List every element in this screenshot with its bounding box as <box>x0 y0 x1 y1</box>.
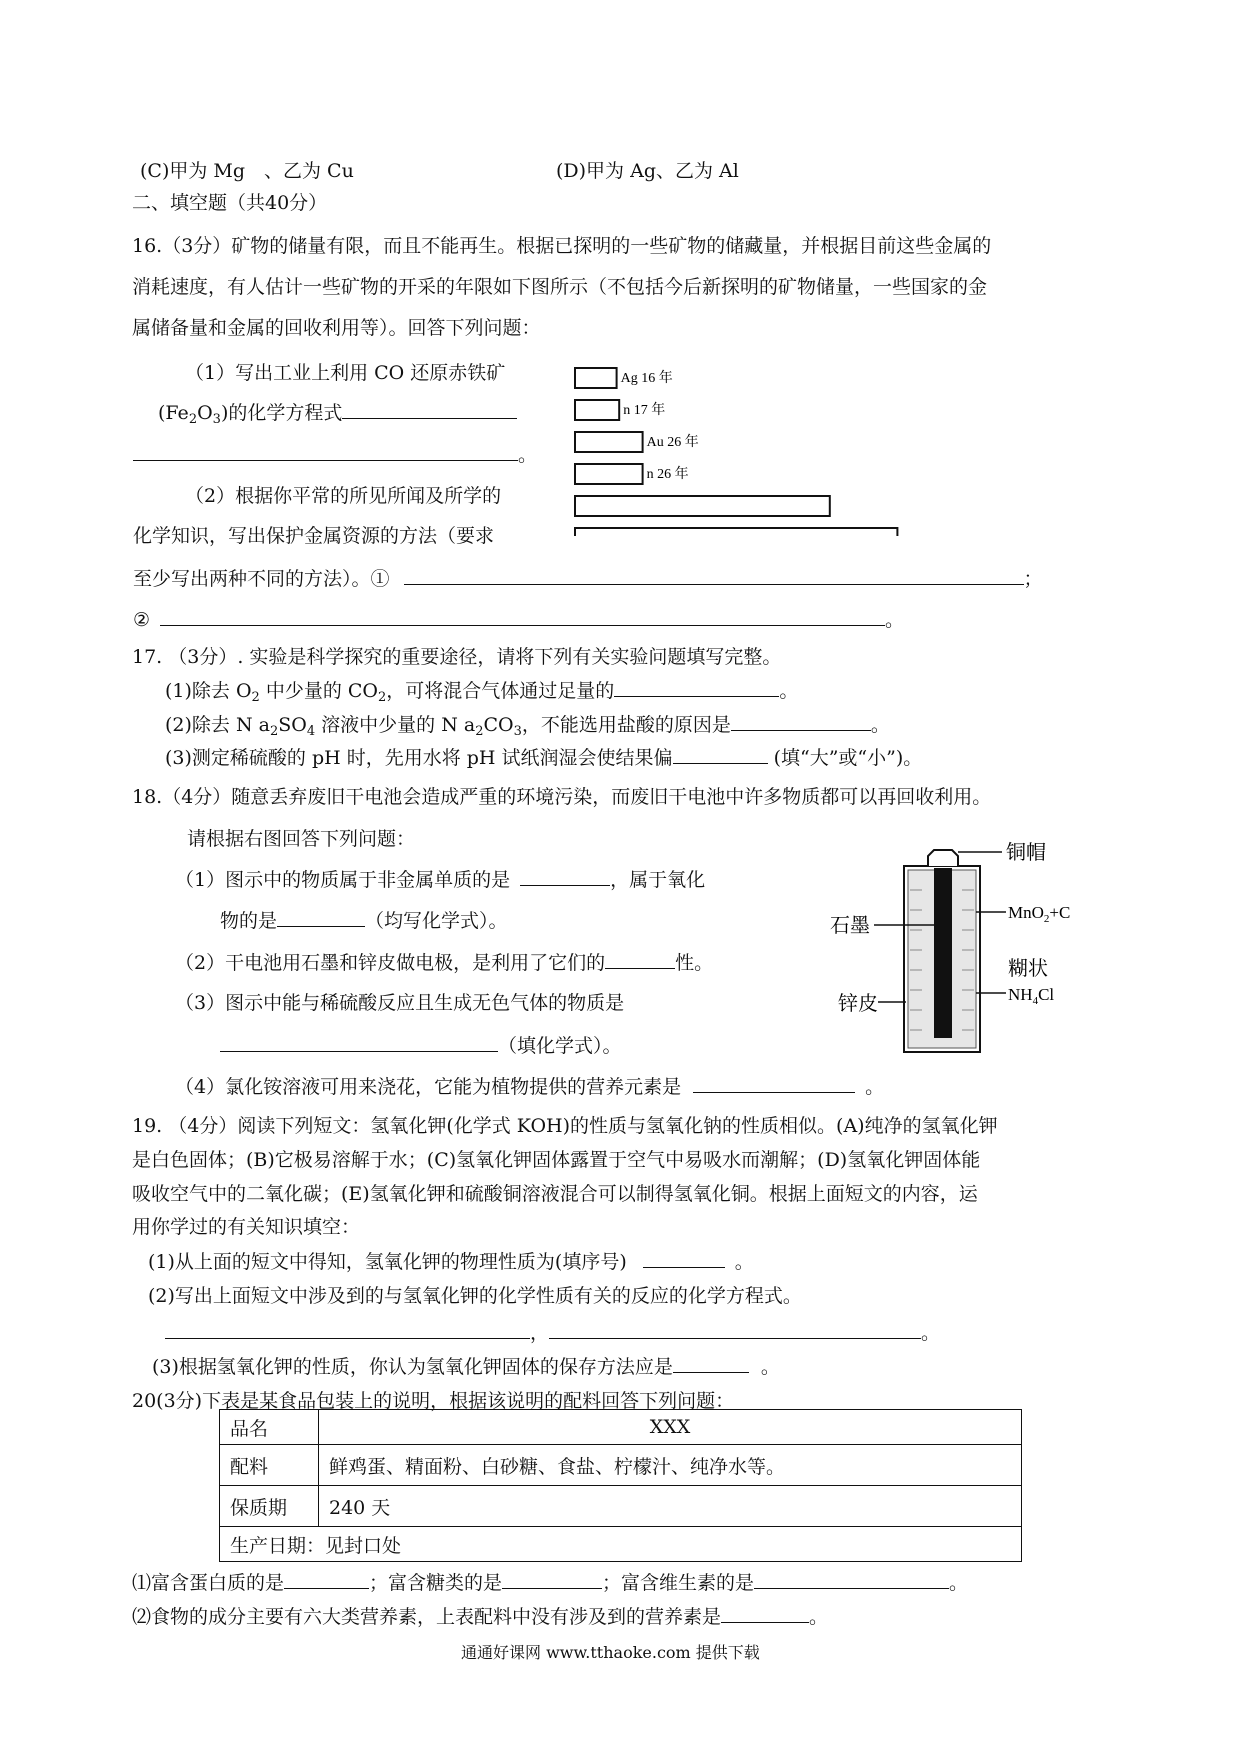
q19-line1: 19. （4分）阅读下列短文：氢氧化钾(化学式 KOH)的性质与氢氧化钠的性质相似。(A)纯净的氢氧化钾 <box>132 1115 998 1137</box>
q16-p1-line: 。 <box>133 440 537 467</box>
chart-bar <box>575 528 897 536</box>
table-cell: 保质期 <box>220 1486 319 1527</box>
table-cell: 配料 <box>220 1445 319 1486</box>
answer-blank[interactable] <box>277 925 365 927</box>
label-paste: 糊状 <box>1008 958 1048 980</box>
chart-bar-label: n 17 年 <box>623 403 666 418</box>
answer-blank[interactable] <box>284 1587 369 1589</box>
answer-blank[interactable] <box>605 967 675 969</box>
table-row <box>220 1486 1022 1527</box>
chart-bar <box>575 368 617 388</box>
chart-bar <box>575 464 643 484</box>
answer-blank[interactable] <box>643 1266 725 1268</box>
answer-blank[interactable] <box>342 417 517 419</box>
label-nh4cl: $NH_4Cl$ <box>1008 985 1055 1007</box>
table-cell: 生产日期：见封口处 <box>220 1527 1022 1562</box>
answer-blank[interactable] <box>549 1337 921 1339</box>
q20-line1: 20(3分)下表是某食品包装上的说明，根据该说明的配料回答下列问题： <box>132 1390 735 1412</box>
q19-s3: (3)根据氢氧化钾的性质，你认为氢氧化钾固体的保存方法应是 。 <box>152 1356 780 1378</box>
answer-blank[interactable] <box>614 695 779 697</box>
mineral-years-chart <box>570 366 920 536</box>
answer-blank[interactable] <box>721 1621 809 1623</box>
label-copper-cap: 铜帽 <box>1006 842 1046 864</box>
q18-line1: 18.（4分）随意丢弃废旧干电池会造成严重的环境污染，而废旧干电池中许多物质都可以再回收利用。 <box>132 786 992 808</box>
table-cell: 240 天 <box>319 1486 1022 1527</box>
table-cell: 品名 <box>220 1410 319 1445</box>
q18-p1: （1）图示中的物质属于非金属单质的是 ，属于氧化 <box>175 869 706 891</box>
chart-bar <box>575 432 643 452</box>
answer-blank[interactable] <box>220 1050 498 1052</box>
answer-blank[interactable] <box>404 583 1024 585</box>
q16-p2-c: 至少写出两种不同的方法）。① ； <box>133 568 1043 590</box>
q16-p2-a: （2）根据你平常的所见所闻及所学的 <box>185 485 502 507</box>
q18-p1-c: 物的是 （均写化学式）。 <box>220 910 508 932</box>
q20-s1: ⑴富含蛋白质的是 ；富含糖类的是 ；富含维生素的是 。 <box>132 1572 969 1594</box>
q16-line3: 属储备量和金属的回收利用等）。回答下列问题： <box>132 317 541 339</box>
food-label-table <box>219 1409 1022 1562</box>
answer-blank[interactable] <box>754 1587 949 1589</box>
label-mno2: MnO$_2$+C <box>1008 903 1071 925</box>
q18-p2: （2）干电池用石墨和锌皮做电极，是利用了它们的 性。 <box>175 952 714 974</box>
table-row <box>220 1445 1022 1486</box>
q16-p2-d: ② 。 <box>133 609 905 631</box>
q19-line2: 是白色固体；(B)它极易溶解于水；(C)氢氧化钾固体露置于空气中易吸水而潮解；(D)氢氧化钾固体能 <box>132 1149 981 1171</box>
chart-bar <box>575 496 830 516</box>
q16-p1-a: （1）写出工业上利用 CO 还原赤铁矿 <box>185 362 506 384</box>
answer-blank[interactable] <box>520 884 610 886</box>
chart-bar-label: Ag 16 年 <box>620 371 673 386</box>
q17-s2: (2)除去 N $a_2SO_4$ 溶液中少量的 N $a_2CO_3$，不能选用盐酸的原因是 。 <box>165 714 890 739</box>
table-row <box>220 1410 1022 1445</box>
q16-line2: 消耗速度，有人估计一些矿物的开采的年限如下图所示（不包括今后新探明的矿物储量，一些国家的金 <box>132 276 988 298</box>
chart-bar <box>575 400 619 420</box>
section-title: 二、填空题（共40分） <box>132 192 328 214</box>
answer-blank[interactable] <box>165 1337 530 1339</box>
q17-s3: (3)测定稀硫酸的 pH 时，先用水将 pH 试纸润湿会使结果偏 (填“大”或“小”)。 <box>165 747 923 769</box>
label-graphite: 石墨 <box>830 915 870 937</box>
option-d: (D)甲为 Ag、乙为 Al <box>556 160 739 182</box>
answer-blank[interactable] <box>693 1091 855 1093</box>
chart-bar-label: n 26 年 <box>646 467 689 482</box>
option-c: (C)甲为 Mg 、乙为 Cu <box>140 160 354 182</box>
q19-s1: (1)从上面的短文中得知，氢氧化钾的物理性质为(填序号) 。 <box>148 1251 754 1273</box>
answer-blank[interactable] <box>133 459 518 461</box>
q18-line2: 请根据右图回答下列问题： <box>187 828 416 850</box>
q16-p1-b: $(Fe_2O_3)$的化学方程式 <box>158 398 517 427</box>
q18-p3: （3）图示中能与稀硫酸反应且生成无色气体的物质是 <box>175 992 625 1014</box>
table-cell: XXX <box>319 1410 1022 1445</box>
footer-text: 通通好课网 www.tthaoke.com 提供下载 <box>461 1643 760 1662</box>
q18-p4: （4）氯化铵溶液可用来浇花，它能为植物提供的营养元素是 。 <box>175 1076 885 1098</box>
q17-s1: (1)除去 $O_2$ 中少量的 $CO_2$，可将混合气体通过足量的 。 <box>165 680 799 705</box>
label-zinc: 锌皮 <box>838 993 878 1015</box>
answer-blank[interactable] <box>673 762 768 764</box>
q16-line1: 16.（3分）矿物的储量有限，而且不能再生。根据已探明的一些矿物的储藏量，并根据目前这些金属的 <box>132 235 992 257</box>
q17-line1: 17. （3分）. 实验是科学探究的重要途径，请将下列有关实验问题填写完整。 <box>132 646 782 668</box>
table-row <box>220 1527 1022 1562</box>
q19-line3: 吸收空气中的二氧化碳；(E)氢氧化钾和硫酸铜溶液混合可以制得氢氧化铜。根据上面短文的内容，运 <box>132 1183 978 1205</box>
answer-blank[interactable] <box>673 1371 749 1373</box>
answer-blank[interactable] <box>731 729 871 731</box>
q20-s2: ⑵食物的成分主要有六大类营养素，上表配料中没有涉及到的营养素是 。 <box>132 1606 829 1628</box>
q19-s2-lines: ， 。 <box>165 1318 940 1345</box>
q19-line4: 用你学过的有关知识填空： <box>132 1216 361 1238</box>
battery-diagram <box>830 830 1090 1060</box>
q19-s2: (2)写出上面短文中涉及到的与氢氧化钾的化学性质有关的反应的化学方程式。 <box>148 1285 802 1307</box>
answer-blank[interactable] <box>502 1587 602 1589</box>
chart-bar-label: Au 26 年 <box>646 435 699 450</box>
answer-blank[interactable] <box>160 624 885 626</box>
q16-p2-b: 化学知识，写出保护金属资源的方法（要求 <box>133 525 495 547</box>
table-cell: 鲜鸡蛋、精面粉、白砂糖、食盐、柠檬汁、纯净水等。 <box>319 1445 1022 1486</box>
q18-p3-line: （填化学式）。 <box>220 1031 622 1058</box>
